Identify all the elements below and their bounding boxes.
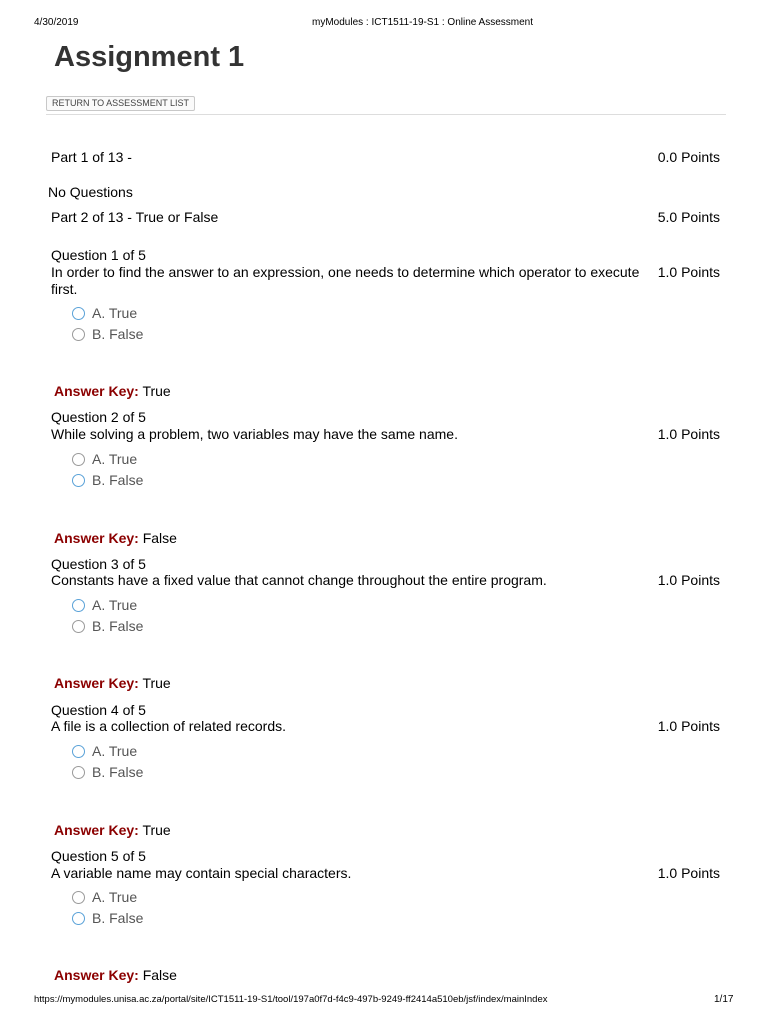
question-2-number: Question 2 of 5: [51, 409, 146, 425]
question-3-points: 1.0 Points: [657, 572, 720, 588]
radio-icon[interactable]: [72, 766, 85, 779]
option-label: B. False: [92, 764, 144, 780]
question-5-points: 1.0 Points: [657, 865, 720, 881]
part-1-label: Part 1 of 13 -: [51, 149, 132, 165]
question-3-number: Question 3 of 5: [51, 556, 146, 572]
answer-key-label: Answer Key:: [54, 822, 139, 838]
option-label: A. True: [92, 597, 138, 613]
question-1-option-b[interactable]: [72, 326, 143, 342]
radio-icon[interactable]: [72, 328, 85, 341]
radio-selected-icon[interactable]: [72, 474, 85, 487]
question-3-text: Constants have a fixed value that cannot change throughout the entire program.: [51, 572, 547, 588]
option-label: B. False: [92, 326, 144, 342]
question-4-points: 1.0 Points: [657, 718, 720, 734]
question-1-number: Question 1 of 5: [51, 247, 146, 263]
option-label: B. False: [92, 910, 144, 926]
header-divider: [46, 114, 726, 115]
question-4-option-b[interactable]: [72, 764, 143, 780]
question-2-option-a[interactable]: [72, 451, 137, 467]
question-2-option-b[interactable]: [72, 472, 143, 488]
answer-key-value: True: [142, 383, 171, 399]
option-label: A. True: [92, 451, 138, 467]
radio-selected-icon[interactable]: [72, 307, 85, 320]
radio-selected-icon[interactable]: [72, 745, 85, 758]
page-title: Assignment 1: [54, 41, 245, 73]
question-4-option-a[interactable]: [72, 743, 137, 759]
return-to-assessment-list-button[interactable]: RETURN TO ASSESSMENT LIST: [46, 96, 195, 111]
question-3-option-a[interactable]: [72, 597, 137, 613]
part-1-points: 0.0 Points: [657, 149, 720, 165]
part-2-points: 5.0 Points: [657, 209, 720, 225]
question-2-text: While solving a problem, two variables may have the same name.: [51, 426, 458, 442]
question-1-points: 1.0 Points: [657, 264, 720, 280]
answer-key-value: True: [142, 822, 171, 838]
print-page-number: 1/17: [714, 994, 734, 1005]
option-label: B. False: [92, 618, 144, 634]
question-4-answer-key: [54, 822, 171, 839]
question-1-answer-key: [54, 383, 171, 400]
answer-key-label: Answer Key:: [54, 530, 139, 546]
answer-key-value: True: [142, 675, 171, 691]
option-label: B. False: [92, 472, 144, 488]
print-url: https://mymodules.unisa.ac.za/portal/site/ICT1511-19-S1/tool/197a0f7d-f4c9-497b-9249-ff2414a510eb/jsf/index/mainIndex: [34, 994, 548, 1005]
answer-key-label: Answer Key:: [54, 675, 139, 691]
radio-selected-icon[interactable]: [72, 912, 85, 925]
answer-key-value: False: [142, 530, 177, 546]
radio-selected-icon[interactable]: [72, 599, 85, 612]
question-1-option-a[interactable]: [72, 305, 137, 321]
answer-key-label: Answer Key:: [54, 967, 139, 983]
answer-key-value: False: [142, 967, 177, 983]
option-label: A. True: [92, 305, 138, 321]
question-3-option-b[interactable]: [72, 618, 143, 634]
option-label: A. True: [92, 743, 138, 759]
question-2-answer-key: [54, 530, 177, 547]
radio-icon[interactable]: [72, 620, 85, 633]
question-5-text: A variable name may contain special characters.: [51, 865, 352, 881]
radio-icon[interactable]: [72, 891, 85, 904]
option-label: A. True: [92, 889, 138, 905]
part-1-note: No Questions: [48, 184, 133, 200]
question-5-option-a[interactable]: [72, 889, 137, 905]
radio-icon[interactable]: [72, 453, 85, 466]
question-4-text: A file is a collection of related records.: [51, 718, 287, 734]
question-4-number: Question 4 of 5: [51, 702, 146, 718]
question-1-text: In order to find the answer to an expression, one needs to determine which operator to execute first.: [51, 264, 640, 297]
question-3-answer-key: [54, 675, 171, 692]
print-date: 4/30/2019: [34, 17, 79, 28]
question-5-number: Question 5 of 5: [51, 848, 146, 864]
question-5-answer-key: [54, 967, 177, 984]
question-2-points: 1.0 Points: [657, 426, 720, 442]
part-2-label: Part 2 of 13 - True or False: [51, 209, 219, 225]
print-page-title: myModules : ICT1511-19-S1 : Online Assessment: [312, 17, 534, 28]
answer-key-label: Answer Key:: [54, 383, 139, 399]
question-5-option-b[interactable]: [72, 910, 143, 926]
